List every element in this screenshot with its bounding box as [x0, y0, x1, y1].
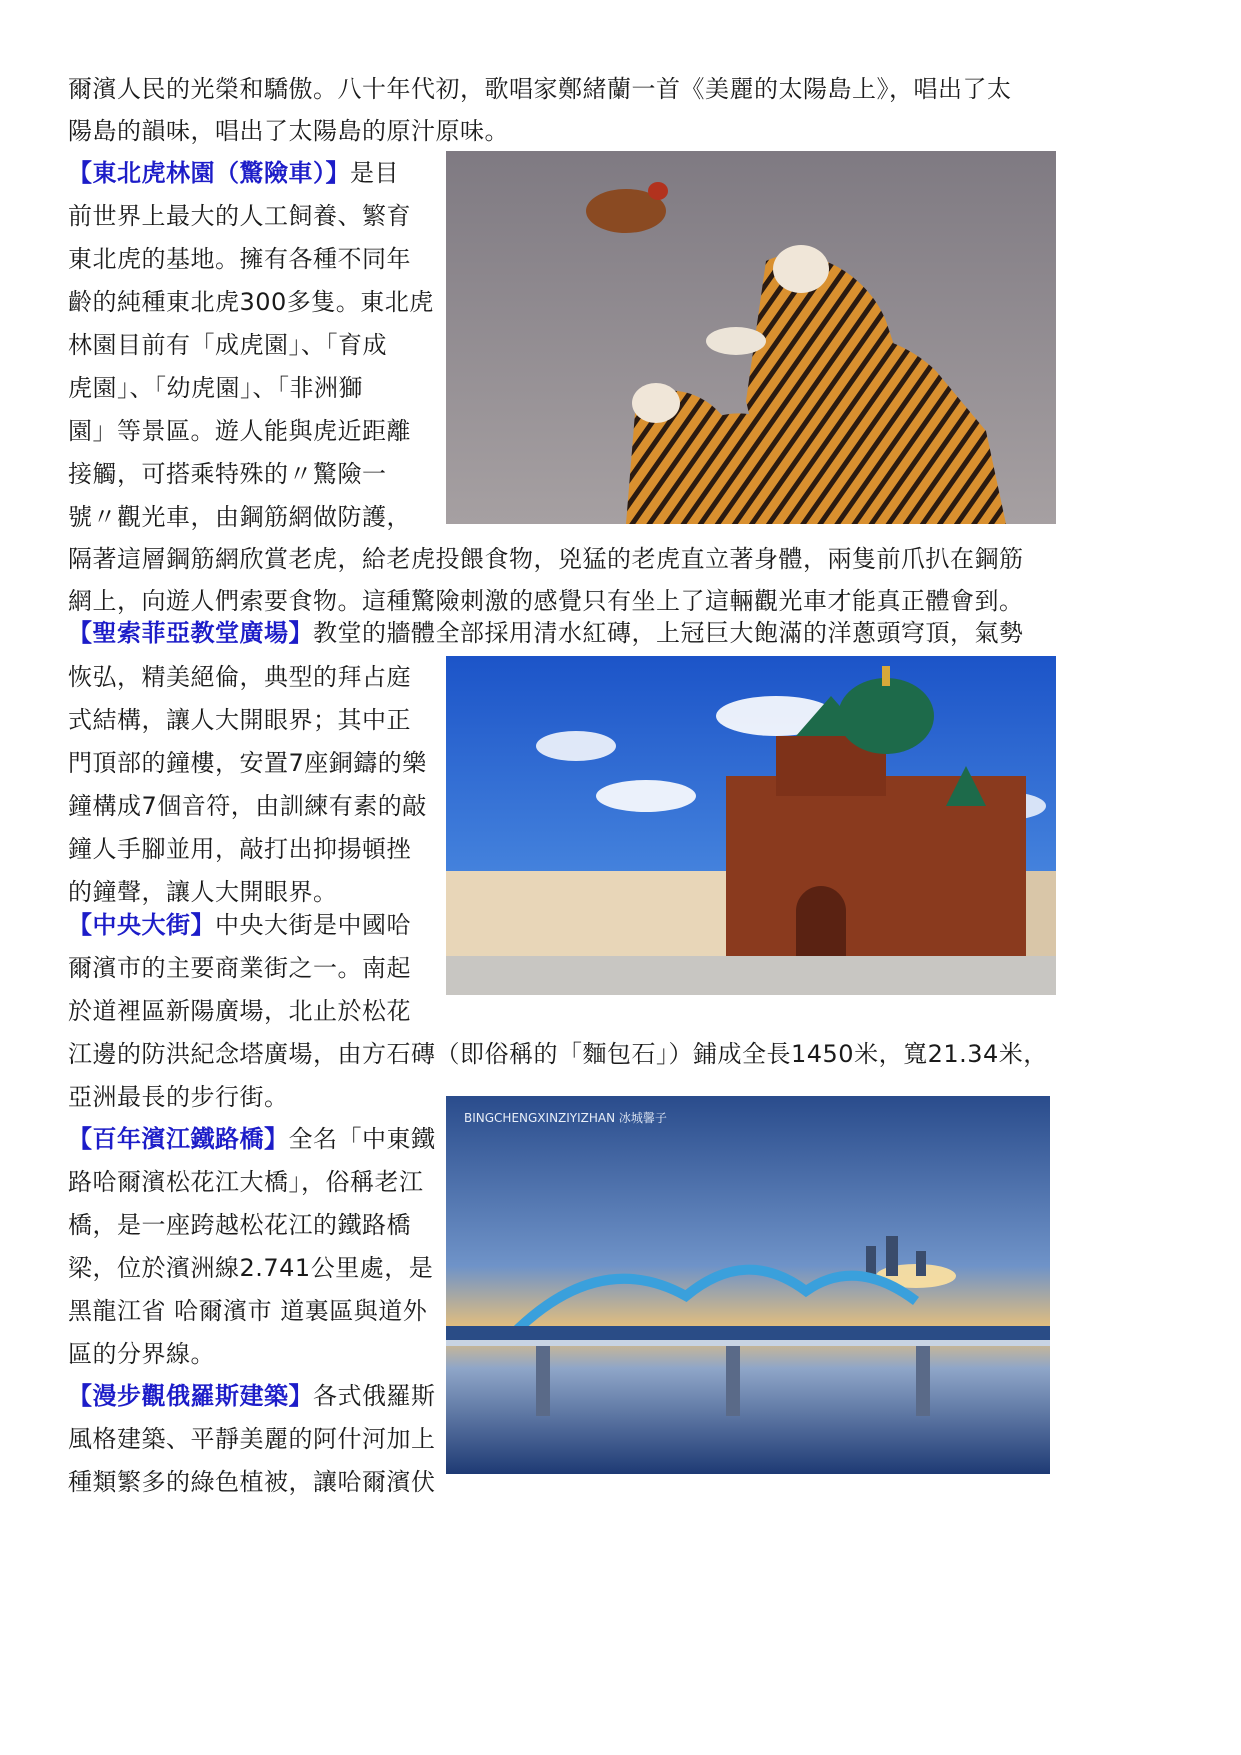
sophia-text-4: 鐘構成7個音符，由訓練有素的敲 — [68, 792, 427, 820]
bridge-photo-icon — [446, 1096, 1050, 1474]
bridge-text-0: 全名「中東鐵 — [288, 1125, 436, 1153]
section-title-tiger: 【東北虎林園（驚險車）】 — [68, 159, 350, 187]
section-title-sophia: 【聖索菲亞教堂廣場】 — [68, 619, 313, 647]
bridge-heading-line — [68, 1116, 436, 1162]
bridge-text-4: 黑龍江省 哈爾濱市 道裏區與道外 — [68, 1297, 428, 1325]
tiger-text-9: 隔著這層鋼筋網欣賞老虎，給老虎投餵食物，兇猛的老虎直立著身體，兩隻前爪扒在鋼筋 — [68, 545, 1024, 573]
tiger-text-4: 林園目前有「成虎園」、「育成 — [68, 331, 387, 359]
sophia-text-3: 門頂部的鐘樓，安置7座銅鑄的樂 — [68, 749, 427, 777]
sophia-text-0: 教堂的牆體全部採用清水紅磚，上冠巨大飽滿的洋蔥頭穹頂，氣勢 — [313, 619, 1024, 647]
sophia-text-6: 的鐘聲，讓人大開眼界。 — [68, 878, 338, 906]
sophia-text-5: 鐘人手腳並用，敲打出抑揚頓挫 — [68, 835, 411, 863]
section-title-russian: 【漫步觀俄羅斯建築】 — [68, 1382, 313, 1410]
bridge-watermark: BINGCHENGXINZIYIZHAN 冰城馨子 — [464, 1111, 667, 1125]
street-text-2: 於道裡區新陽廣場，北止於松花 — [68, 997, 411, 1025]
street-heading-line — [68, 902, 411, 948]
tiger-text-5: 虎園」、「幼虎園」、「非洲獅 — [68, 374, 363, 402]
tiger-text-10: 網上，向遊人們索要食物。這種驚險刺激的感覺只有坐上了這輛觀光車才能真正體會到。 — [68, 587, 1024, 615]
russian-heading-line — [68, 1373, 436, 1419]
street-text-0: 中央大街是中國哈 — [215, 911, 411, 939]
tiger-text-3: 齡的純種東北虎300多隻。東北虎 — [68, 288, 434, 316]
sophia-text-1: 恢弘，精美絕倫，典型的拜占庭 — [68, 663, 411, 691]
sophia-text-2: 式結構，讓人大開眼界；其中正 — [68, 706, 411, 734]
tiger-text-2: 東北虎的基地。擁有各種不同年 — [68, 245, 411, 273]
section-title-bridge: 【百年濱江鐵路橋】 — [68, 1125, 289, 1153]
tiger-text-8: 號〃觀光車，由鋼筋網做防護， — [68, 503, 411, 531]
russian-text-1: 風格建築、平靜美麗的阿什河加上 — [68, 1425, 436, 1453]
bridge-text-2: 橋，是一座跨越松花江的鐵路橋 — [68, 1211, 411, 1239]
intro-line-2: 陽島的韻味，唱出了太陽島的原汁原味。 — [68, 117, 509, 145]
tiger-photo-icon — [446, 151, 1056, 524]
street-text-1: 爾濱市的主要商業街之一。南起 — [68, 954, 411, 982]
street-text-4: 亞洲最長的步行街。 — [68, 1083, 289, 1111]
tiger-text-6: 園」等景區。遊人能與虎近距離 — [68, 417, 411, 445]
sophia-heading-line — [68, 610, 1024, 656]
russian-text-2: 種類繁多的綠色植被，讓哈爾濱伏 — [68, 1468, 436, 1496]
street-text-3: 江邊的防洪紀念塔廣場，由方石磚（即俗稱的「麵包石」）鋪成全長1450米，寬21.34米， — [68, 1040, 1048, 1068]
bridge-text-3: 梁，位於濱洲線2.741公里處，是 — [68, 1254, 434, 1282]
church-photo-icon — [446, 656, 1056, 995]
section-title-street: 【中央大街】 — [68, 911, 215, 939]
bridge-text-5: 區的分界線。 — [68, 1340, 215, 1368]
tiger-heading-line — [68, 150, 399, 196]
tiger-text-7: 接觸，可搭乘特殊的〃驚險一 — [68, 460, 387, 488]
intro-line-1: 爾濱人民的光榮和驕傲。八十年代初，歌唱家鄭緒蘭一首《美麗的太陽島上》，唱出了太 — [68, 75, 1012, 103]
bridge-text-1: 路哈爾濱松花江大橋」，俗稱老江 — [68, 1168, 424, 1196]
tiger-text-1: 前世界上最大的人工飼養、繁育 — [68, 202, 411, 230]
russian-text-0: 各式俄羅斯 — [313, 1382, 436, 1410]
tiger-text-0: 是目 — [350, 159, 399, 187]
